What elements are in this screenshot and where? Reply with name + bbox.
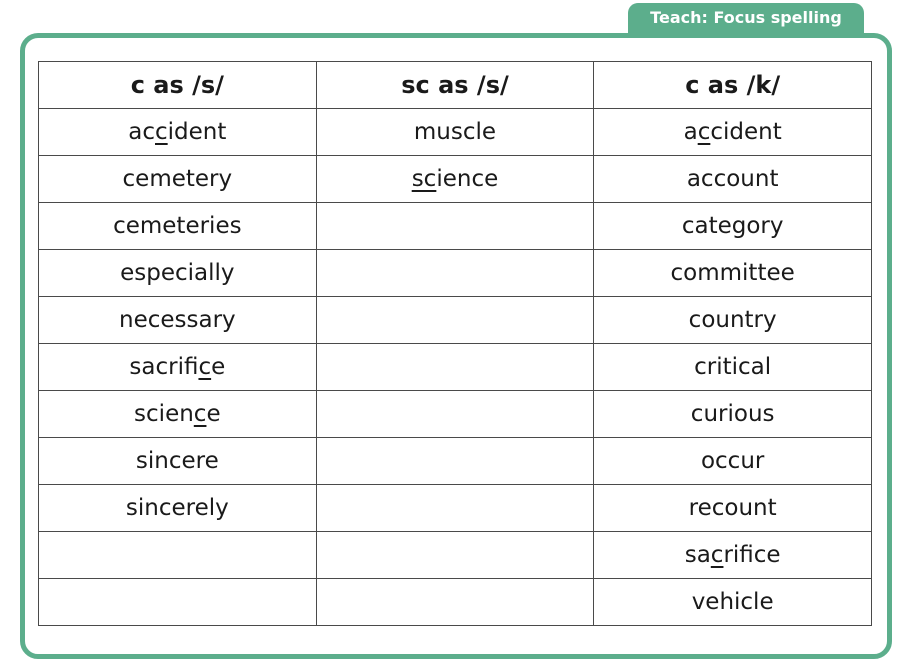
word-cell-sc-as-s: [316, 579, 594, 626]
word-cell-sc-as-s: [316, 250, 594, 297]
word-text: a: [683, 119, 698, 145]
word-text: ience: [436, 166, 499, 192]
section-tab: Teach: Focus spelling: [628, 3, 864, 41]
word-cell-sc-as-s: [316, 485, 594, 532]
table-row: [39, 532, 872, 579]
word-text: scien: [134, 401, 194, 427]
underlined-letters: c: [710, 542, 724, 568]
column-header-c-as-k: c as /k/: [594, 62, 872, 109]
word-cell-c-as-k: [594, 438, 872, 485]
word-cell-c-as-s: [39, 485, 317, 532]
word-text: e: [206, 401, 221, 427]
word-cell-sc-as-s: [316, 438, 594, 485]
word-cell-c-as-s: [39, 438, 317, 485]
table-row: [39, 297, 872, 344]
word-cell-c-as-s: [39, 156, 317, 203]
word-cell-sc-as-s: [316, 156, 594, 203]
table-row: [39, 391, 872, 438]
word-cell-c-as-s: [39, 532, 317, 579]
table-row: [39, 109, 872, 156]
spelling-table: [38, 61, 872, 626]
word-cell-c-as-k: [594, 344, 872, 391]
word-text: sincere: [135, 448, 219, 474]
word-cell-c-as-s: [39, 203, 317, 250]
word-cell-c-as-k: [594, 297, 872, 344]
word-text: critical: [694, 354, 772, 380]
word-cell-sc-as-s: [316, 297, 594, 344]
word-text: sa: [684, 542, 711, 568]
word-text: cident: [710, 119, 782, 145]
word-cell-c-as-s: [39, 391, 317, 438]
word-text: cemetery: [122, 166, 233, 192]
underlined-letters: c: [193, 401, 207, 427]
word-cell-c-as-k: [594, 109, 872, 156]
word-cell-sc-as-s: [316, 391, 594, 438]
underlined-letters: c: [697, 119, 711, 145]
column-header-sc-as-s: sc as /s/: [316, 62, 594, 109]
word-text: muscle: [413, 119, 497, 145]
word-cell-c-as-s: [39, 579, 317, 626]
word-text: recount: [688, 495, 777, 521]
word-text: sincerely: [125, 495, 229, 521]
word-cell-c-as-k: [594, 391, 872, 438]
word-cell-c-as-s: [39, 297, 317, 344]
word-cell-c-as-k: [594, 203, 872, 250]
word-text: especially: [120, 260, 235, 286]
word-text: e: [211, 354, 226, 380]
word-cell-sc-as-s: [316, 344, 594, 391]
table-body: [39, 109, 872, 626]
table-row: [39, 344, 872, 391]
word-cell-sc-as-s: [316, 109, 594, 156]
header-row: [39, 62, 872, 109]
word-text: occur: [700, 448, 765, 474]
word-cell-sc-as-s: [316, 203, 594, 250]
word-text: vehicle: [691, 589, 774, 615]
word-text: rifice: [723, 542, 781, 568]
word-text: category: [681, 213, 784, 239]
table-row: [39, 485, 872, 532]
word-text: necessary: [119, 307, 236, 333]
word-cell-c-as-k: [594, 579, 872, 626]
word-text: ac: [128, 119, 155, 145]
word-text: country: [688, 307, 777, 333]
table-row: [39, 579, 872, 626]
word-cell-c-as-s: [39, 250, 317, 297]
underlined-letters: c: [155, 119, 168, 145]
word-cell-c-as-k: [594, 485, 872, 532]
underlined-letters: c: [198, 354, 212, 380]
table-row: [39, 203, 872, 250]
table-row: [39, 156, 872, 203]
column-header-c-as-s: c as /s/: [39, 62, 317, 109]
word-text: curious: [690, 401, 775, 427]
underlined-letters: sc: [411, 166, 437, 192]
word-text: sacrifi: [129, 354, 199, 380]
word-text: account: [686, 166, 779, 192]
word-cell-c-as-s: [39, 344, 317, 391]
word-cell-c-as-k: [594, 250, 872, 297]
word-text: ident: [167, 119, 227, 145]
word-text: cemeteries: [113, 213, 242, 239]
word-cell-sc-as-s: [316, 532, 594, 579]
word-cell-c-as-s: [39, 109, 317, 156]
word-text: committee: [670, 260, 795, 286]
table-row: [39, 438, 872, 485]
table-row: [39, 250, 872, 297]
word-cell-c-as-k: [594, 532, 872, 579]
word-cell-c-as-k: [594, 156, 872, 203]
